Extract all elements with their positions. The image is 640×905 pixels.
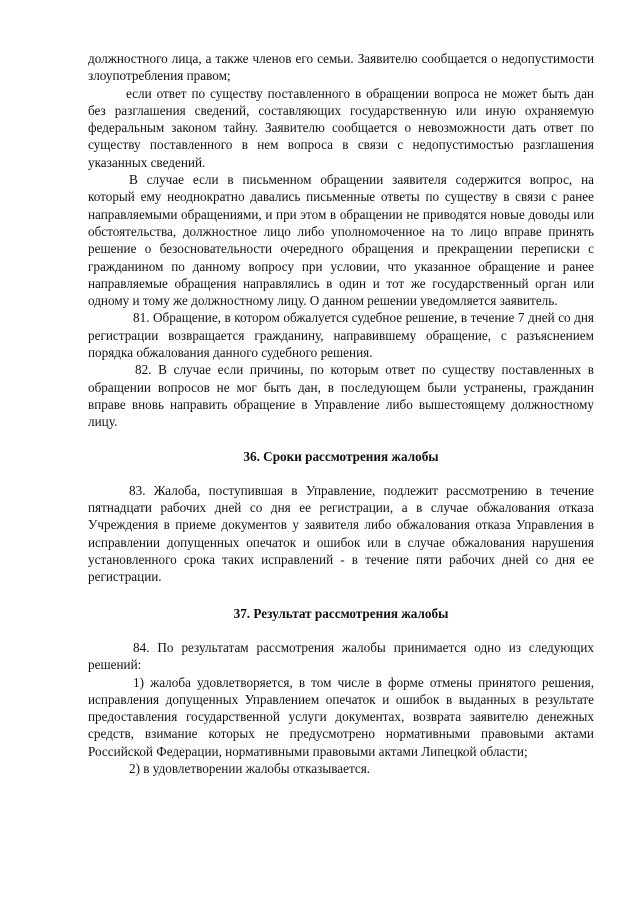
document-body bbox=[88, 50, 594, 777]
section-heading-36: 36. Сроки рассмотрения жалобы bbox=[243, 448, 439, 464]
paragraph-82: 82. В случае если причины, по которым ответ по существу поставленных в обращении вопросов не мог быть дан, в последующем были устранены, гражданин вправе вновь направить обращение в Управление либо вышестоящему должностному лицу. bbox=[88, 362, 594, 430]
paragraph-84: 84. По результатам рассмотрения жалобы принимается одно из следующих решений: bbox=[88, 639, 594, 673]
paragraph-repeated-appeal: В случае если в письменном обращении заявителя содержится вопрос, на который ему неоднократно давались письменные ответы по существу в связи с ранее направляемыми обращениями, и при этом в обращении не приводятся новые доводы или обстоятельства, должностное лицо либо уполномоченное на то лицо вправе принять решение о безосновательности очередного обращения и прекращении переписки с гражданином по данному вопросу при условии, что указанное обращение и ранее направляемые обращения направлялись в один и тот же государственный орган или одному и тому же должностному лицу. О данном решении уведомляется заявитель. bbox=[88, 172, 594, 309]
paragraph-secret-info: если ответ по существу поставленного в обращении вопроса не может быть дан без разглашения сведений, составляющих государственную или иную охраняемую федеральным законом тайну. Заявителю сообщается о невозможности дать ответ по существу поставленного в нем вопроса в связи с недопустимостью разглашения указанных сведений. bbox=[88, 85, 594, 170]
paragraph-84-item-1: 1) жалоба удовлетворяется, в том числе в форме отмены принятого решения, исправления допущенных Управлением опечаток и ошибок в выданных в результате предоставления государственной услуги документах, возврата заявителю денежных средств, взимание которых не предусмотрено нормативными правовыми актами Российской Федерации, нормативными правовыми актами Липецкой области; bbox=[88, 674, 594, 759]
section-heading-37: 37. Результат рассмотрения жалобы bbox=[233, 605, 449, 621]
paragraph-continuation: должностного лица, а также членов его семьи. Заявителю сообщается о недопустимости злоупотребления правом; bbox=[88, 51, 594, 84]
paragraph-84-item-2: 2) в удовлетворении жалобы отказывается. bbox=[129, 760, 371, 776]
paragraph-81: 81. Обращение, в котором обжалуется судебное решение, в течение 7 дней со дня регистрации возвращается гражданину, направившему обращение, с разъяснением порядка обжалования данного судебного решения. bbox=[88, 310, 594, 361]
paragraph-83: 83. Жалоба, поступившая в Управление, подлежит рассмотрению в течение пятнадцати рабочих дней со дня ее регистрации, а в случае обжалования отказа Учреждения в приеме документов у заявителя либо обжалования отказа Управления в исправлении допущенных опечаток и ошибок или в случае обжалования нарушения установленного срока таких исправлений - в течение пяти рабочих дней со дня ее регистрации. bbox=[88, 482, 594, 585]
